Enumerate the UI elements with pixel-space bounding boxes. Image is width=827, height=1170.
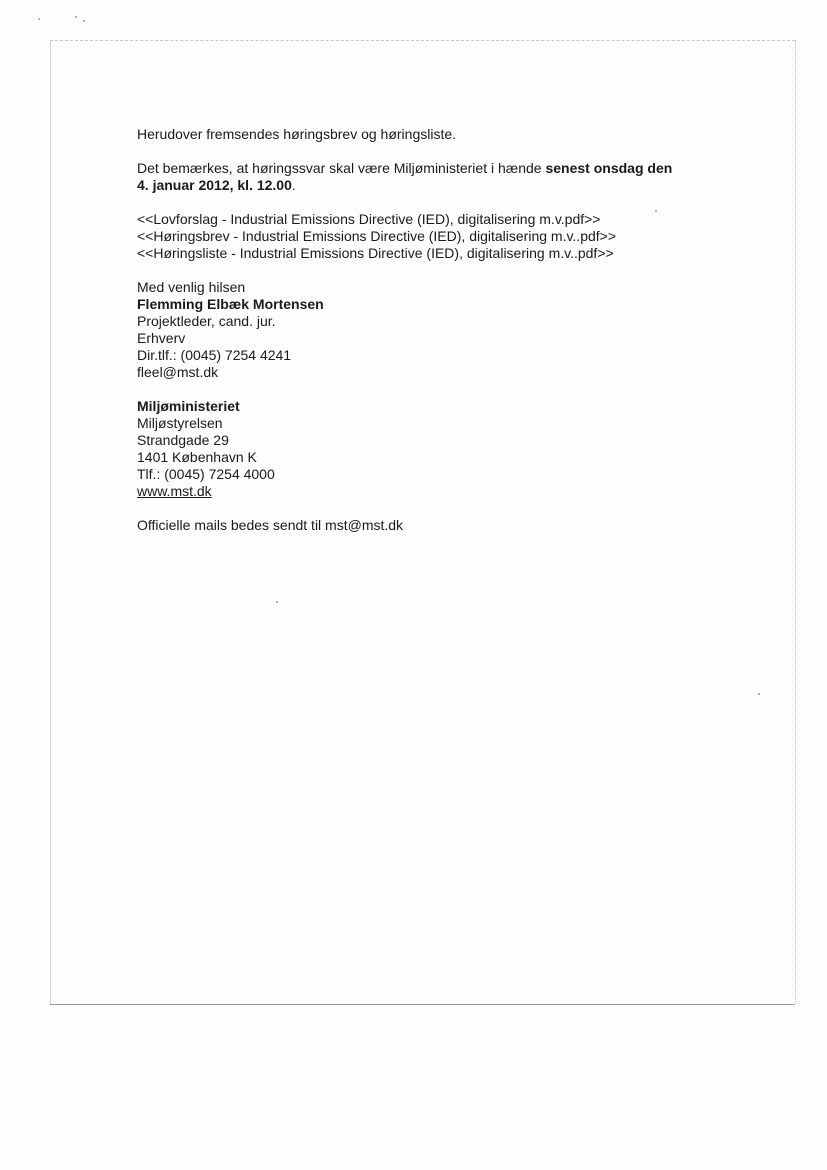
organization-website-link[interactable]: www.mst.dk xyxy=(137,483,212,499)
intro-paragraph: Herudover fremsendes høringsbrev og høringsliste. xyxy=(137,126,457,142)
organization-agency: Miljøstyrelsen xyxy=(137,415,223,431)
signature-name: Flemming Elbæk Mortensen xyxy=(137,296,324,312)
signature-greeting: Med venlig hilsen xyxy=(137,279,246,295)
page-frame-bottom-edge xyxy=(50,1004,795,1005)
deadline-prefix: Det bemærkes, at høringssvar skal være Miljøministeriet i hænde xyxy=(137,160,546,176)
scan-speck xyxy=(83,20,85,22)
footer-note: Officielle mails bedes sendt til mst@mst.dk xyxy=(137,517,404,533)
page-frame-left-edge xyxy=(50,40,51,1004)
deadline-paragraph xyxy=(137,160,737,194)
deadline-bold-line2: 4. januar 2012, kl. 12.00 xyxy=(137,177,292,193)
scan-speck xyxy=(276,601,278,603)
organization-ministry: Miljøministeriet xyxy=(137,398,240,414)
page-frame-top-edge xyxy=(50,40,795,41)
deadline-suffix: . xyxy=(291,177,296,193)
attachment-item: <<Lovforslag - Industrial Emissions Directive (IED), digitalisering m.v.pdf>> xyxy=(137,211,601,227)
signature-department: Erhverv xyxy=(137,330,186,346)
scan-speck xyxy=(38,18,40,20)
email-body xyxy=(137,126,737,534)
signature-email: fleel@mst.dk xyxy=(137,364,219,380)
organization-street: Strandgade 29 xyxy=(137,432,229,448)
organization-phone: Tlf.: (0045) 7254 4000 xyxy=(137,466,275,482)
organization-city: 1401 København K xyxy=(137,449,257,465)
attachment-item: <<Høringsbrev - Industrial Emissions Directive (IED), digitalisering m.v..pdf>> xyxy=(137,228,617,244)
page-frame-right-edge xyxy=(795,40,796,1004)
signature-title: Projektleder, cand. jur. xyxy=(137,313,276,329)
deadline-bold-line1: senest onsdag den xyxy=(545,160,673,176)
signature-phone: Dir.tlf.: (0045) 7254 4241 xyxy=(137,347,292,363)
scan-speck xyxy=(758,693,760,695)
scan-speck xyxy=(75,16,77,18)
attachment-item: <<Høringsliste - Industrial Emissions Directive (IED), digitalisering m.v..pdf>> xyxy=(137,245,614,261)
